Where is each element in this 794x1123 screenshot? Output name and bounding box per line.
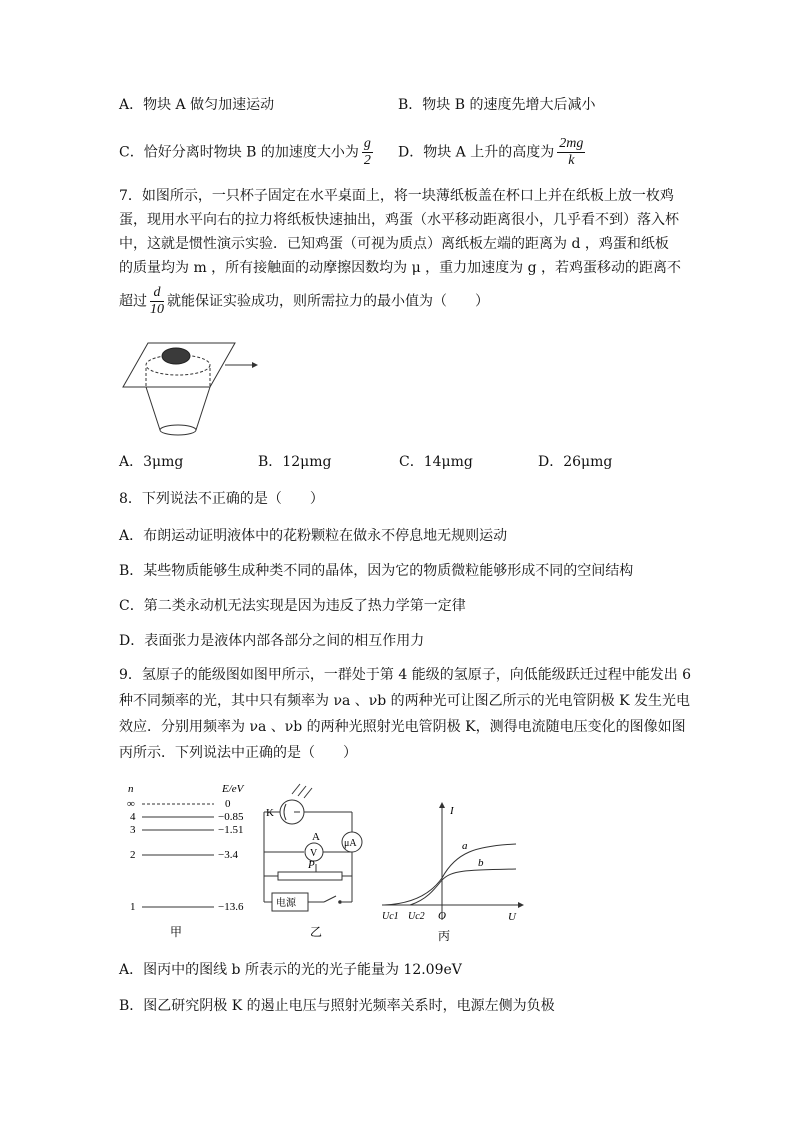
curve-b	[410, 869, 516, 905]
level-n-inf: ∞	[127, 798, 135, 810]
q8-option-c: C．第二类永动机无法实现是因为违反了热力学第一定律	[119, 598, 466, 614]
pull-arrow-head	[252, 362, 258, 368]
current-voltage-graph	[380, 800, 525, 945]
q9-option-a: A．图丙中的图线 b 所表示的光的光子能量为 12.09eV	[119, 962, 462, 978]
q8-option-b: B．某些物质能够生成种类不同的晶体，因为它的物质微粒能够形成不同的空间结构	[119, 563, 634, 579]
fraction-numerator: d	[150, 285, 164, 302]
level-n-1: 1	[130, 901, 136, 913]
fraction-numerator: g	[363, 136, 371, 151]
switch-contact	[338, 900, 342, 904]
rheostat	[278, 872, 342, 880]
figure-caption-bing: 丙	[438, 929, 451, 943]
q6-option-a: A．物块 A 做匀加速运动	[119, 97, 275, 113]
cathode	[284, 804, 286, 820]
figure-caption-yi: 乙	[310, 925, 323, 939]
energy-axis-label: E/eV	[222, 783, 244, 795]
q9-stem-line-4: 丙所示．下列说法中正确的是（ ）	[119, 745, 357, 761]
level-e-2: −3.4	[218, 849, 238, 861]
q7-stem-line-5-suffix: 就能保证实验成功，则所需拉力的最小值为（ ）	[167, 293, 489, 310]
q6-option-b: B．物块 B 的速度先增大后减小	[398, 97, 596, 113]
fraction-denominator: 10	[150, 302, 164, 317]
fraction-numerator: 2mg	[559, 136, 584, 151]
q7-option-a: A．3μmg	[119, 454, 184, 470]
switch	[324, 896, 336, 902]
label-a: A	[312, 831, 320, 843]
n-axis-label: n	[128, 783, 134, 795]
egg	[162, 348, 190, 364]
q8-stem: 8．下列说法不正确的是（ ）	[119, 491, 324, 507]
level-e-1: −13.6	[218, 901, 244, 913]
u-axis-arrow	[518, 902, 524, 908]
fraction-denominator: 2	[363, 153, 371, 168]
figure-caption-jia: 甲	[170, 925, 183, 939]
q9-stem-line-1: 9．氢原子的能级图如图甲所示，一群处于第 4 能级的氢原子，向低能级跃迁过程中能发出 6	[119, 667, 692, 683]
u-axis-label: U	[508, 911, 516, 923]
q9-stem-line-3: 效应．分别用频率为 νa 、νb 的两种光照射光电管阴极 K，测得电流随电压变化的图像如图	[119, 719, 686, 735]
q7-stem-line-5-prefix: 超过	[119, 293, 147, 310]
level-n-4: 4	[130, 811, 136, 823]
q6-option-d	[398, 136, 588, 169]
level-e-inf: 0	[225, 798, 231, 810]
label-voltmeter: V	[310, 848, 318, 859]
origin-label: O	[438, 910, 446, 922]
q6-option-c	[119, 136, 376, 169]
label-power-source: 电源	[276, 898, 296, 909]
level-e-4: −0.85	[218, 811, 244, 823]
q7-stem-line-1: 7．如图所示，一只杯子固定在水平桌面上，将一块薄纸板盖在杯口上并在纸板上放一枚鸡	[119, 188, 674, 204]
level-n-2: 2	[130, 849, 136, 861]
cup-left-side	[146, 387, 160, 430]
label-microammeter: μA	[344, 838, 357, 849]
fraction-denominator: k	[568, 153, 575, 168]
photoelectric-circuit-diagram	[258, 780, 376, 942]
cup-right-side	[196, 387, 210, 430]
label-slider-p: P	[308, 859, 315, 871]
q7-fraction	[150, 285, 164, 318]
q6-option-c-text: C．恰好分离时物块 B 的加速度大小为	[119, 144, 359, 161]
q7-stem-line-3: 中，这就是惯性演示实验．已知鸡蛋（可视为质点）离纸板左端的距离为 d ，鸡蛋和纸板	[119, 236, 669, 252]
light-ray	[304, 788, 312, 798]
cup-egg-figure	[120, 335, 270, 440]
q9-stem-line-2: 种不同频率的光，其中只有频率为 νa 、νb 的两种光可让图乙所示的光电管阴极 K 发生光电	[119, 693, 691, 709]
q7-option-c: C．14μmg	[399, 454, 473, 470]
level-e-3: −1.51	[218, 824, 244, 836]
q8-option-d: D．表面张力是液体内部各部分之间的相互作用力	[119, 633, 425, 649]
label-k: K	[266, 807, 274, 819]
q7-stem-line-4: 的质量均为 m ，所有接触面的动摩擦因数均为 μ ，重力加速度为 g ，若鸡蛋移动的距离不	[119, 260, 682, 276]
curve-b-label: b	[478, 857, 484, 869]
q7-stem-line-2: 蛋，现用水平向右的拉力将纸板快速抽出，鸡蛋（水平移动距离很小，几乎看不到）落入杯	[119, 212, 679, 228]
q7-stem-line-5	[119, 285, 489, 318]
q7-option-d: D．26μmg	[538, 454, 613, 470]
q8-option-a: A．布朗运动证明液体中的花粉颗粒在做永不停息地无规则运动	[119, 528, 508, 544]
q6-option-d-fraction	[557, 136, 585, 169]
q6-option-d-text: D．物块 A 上升的高度为	[398, 144, 555, 161]
cup-bottom	[160, 425, 196, 435]
energy-level-diagram	[118, 780, 258, 942]
q7-option-b: B．12μmg	[258, 454, 332, 470]
stop-voltage-1-label: Uc1	[382, 911, 399, 922]
i-axis-arrow	[439, 802, 445, 808]
curve-a-label: a	[462, 840, 468, 852]
light-ray	[292, 784, 300, 794]
i-axis-label: I	[450, 805, 454, 817]
light-ray	[298, 786, 306, 796]
stop-voltage-2-label: Uc2	[408, 911, 425, 922]
level-n-3: 3	[130, 824, 136, 836]
q6-option-c-fraction	[362, 136, 373, 169]
q9-option-b: B．图乙研究阴极 K 的遏止电压与照射光频率关系时，电源左侧为负极	[119, 998, 555, 1014]
